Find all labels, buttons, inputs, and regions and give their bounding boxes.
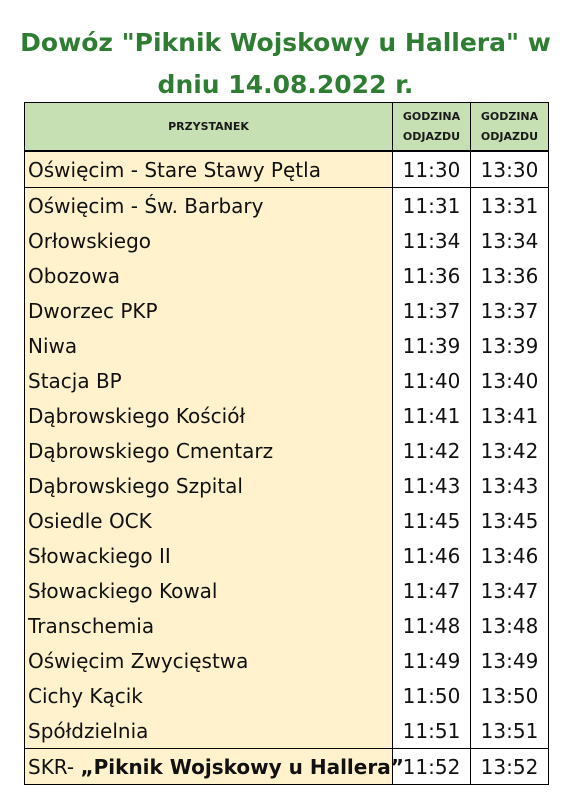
- table-row: [25, 258, 549, 293]
- departure-time-1: 11:51: [393, 713, 471, 749]
- departure-time-1: 11:46: [393, 538, 471, 573]
- stop-name: Niwa: [25, 328, 393, 363]
- header-departure-2: [471, 103, 549, 152]
- departure-time-1: 11:31: [393, 188, 471, 224]
- final-destination: „Piknik Wojskowy u Hallera”: [80, 754, 404, 779]
- stop-name: Obozowa: [25, 258, 393, 293]
- departure-time-1: 11:42: [393, 433, 471, 468]
- departure-time-2: 13:49: [471, 643, 549, 678]
- departure-time-1: 11:43: [393, 468, 471, 503]
- departure-time-2: 13:36: [471, 258, 549, 293]
- table-row: [25, 328, 549, 363]
- header-departure-1: [393, 103, 471, 152]
- stop-name: Dąbrowskiego Kościół: [25, 398, 393, 433]
- departure-time-1: 11:39: [393, 328, 471, 363]
- stop-name: Stacja BP: [25, 363, 393, 398]
- header-departure-1-line-1: GODZINA: [402, 109, 461, 123]
- page-title: [0, 22, 571, 106]
- table-row: [25, 468, 549, 503]
- departure-time-2: 13:37: [471, 293, 549, 328]
- departure-time-1: 11:40: [393, 363, 471, 398]
- stop-name: Oświęcim - Stare Stawy Pętla: [25, 151, 393, 188]
- header-departure-2-line-1: GODZINA: [480, 109, 539, 123]
- stop-name: Osiedle OCK: [25, 503, 393, 538]
- table-row: [25, 398, 549, 433]
- stop-name: Orłowskiego: [25, 223, 393, 258]
- table-row: [25, 573, 549, 608]
- departure-time-1: 11:30: [393, 151, 471, 188]
- departure-time-2: 13:40: [471, 363, 549, 398]
- departure-time-1: 11:41: [393, 398, 471, 433]
- departure-time-2: 13:34: [471, 223, 549, 258]
- departure-time-2: 13:46: [471, 538, 549, 573]
- departure-time-2: 13:30: [471, 151, 549, 188]
- stop-name-final: [25, 749, 404, 785]
- stop-name: Dąbrowskiego Cmentarz: [25, 433, 393, 468]
- header-stop: PRZYSTANEK: [25, 103, 393, 152]
- table-row: [25, 608, 549, 643]
- table-row: [25, 293, 549, 328]
- departure-time-1: 11:48: [393, 608, 471, 643]
- departure-time-2-final: 13:52: [471, 749, 549, 785]
- table-row: [25, 433, 549, 468]
- stop-name: Cichy Kącik: [25, 678, 393, 713]
- stop-name: Spółdzielnia: [25, 713, 393, 749]
- departure-time-2: 13:41: [471, 398, 549, 433]
- stop-name: Oświęcim Zwycięstwa: [25, 643, 393, 678]
- schedule-table: [24, 102, 549, 785]
- title-line-2: dniu 14.08.2022 r.: [157, 70, 414, 99]
- departure-time-2: 13:39: [471, 328, 549, 363]
- table-row: [25, 151, 549, 188]
- table-row: [25, 678, 549, 713]
- departure-time-2: 13:42: [471, 433, 549, 468]
- header-departure-1-line-2: ODJAZDU: [402, 129, 461, 143]
- departure-time-1: 11:47: [393, 573, 471, 608]
- stop-name: Słowackiego II: [25, 538, 393, 573]
- header-departure-2-line-2: ODJAZDU: [480, 129, 539, 143]
- header-row: [25, 103, 549, 152]
- stop-name: Dworzec PKP: [25, 293, 393, 328]
- departure-time-1: 11:50: [393, 678, 471, 713]
- table-row: [25, 713, 549, 749]
- departure-time-2: 13:31: [471, 188, 549, 224]
- departure-time-2: 13:43: [471, 468, 549, 503]
- departure-time-2: 13:50: [471, 678, 549, 713]
- table-row: [25, 503, 549, 538]
- departure-time-2: 13:45: [471, 503, 549, 538]
- departure-time-2: 13:51: [471, 713, 549, 749]
- stop-name: Dąbrowskiego Szpital: [25, 468, 393, 503]
- table-row: [25, 363, 549, 398]
- stop-name: Transchemia: [25, 608, 393, 643]
- table-row: [25, 223, 549, 258]
- departure-time-2: 13:48: [471, 608, 549, 643]
- departure-time-1: 11:34: [393, 223, 471, 258]
- departure-time-1: 11:49: [393, 643, 471, 678]
- table-row: [25, 538, 549, 573]
- table-row: [25, 188, 549, 224]
- table-row: [25, 643, 549, 678]
- title-line-1: Dowóz "Piknik Wojskowy u Hallera" w: [20, 28, 551, 57]
- departure-time-1-final: 11:52: [393, 749, 471, 785]
- departure-time-1: 11:45: [393, 503, 471, 538]
- table-row-final: [25, 749, 549, 785]
- final-prefix: SKR-: [28, 754, 81, 779]
- departure-time-1: 11:36: [393, 258, 471, 293]
- stop-name: Oświęcim - Św. Barbary: [25, 188, 393, 224]
- stop-name: Słowackiego Kowal: [25, 573, 393, 608]
- departure-time-2: 13:47: [471, 573, 549, 608]
- departure-time-1: 11:37: [393, 293, 471, 328]
